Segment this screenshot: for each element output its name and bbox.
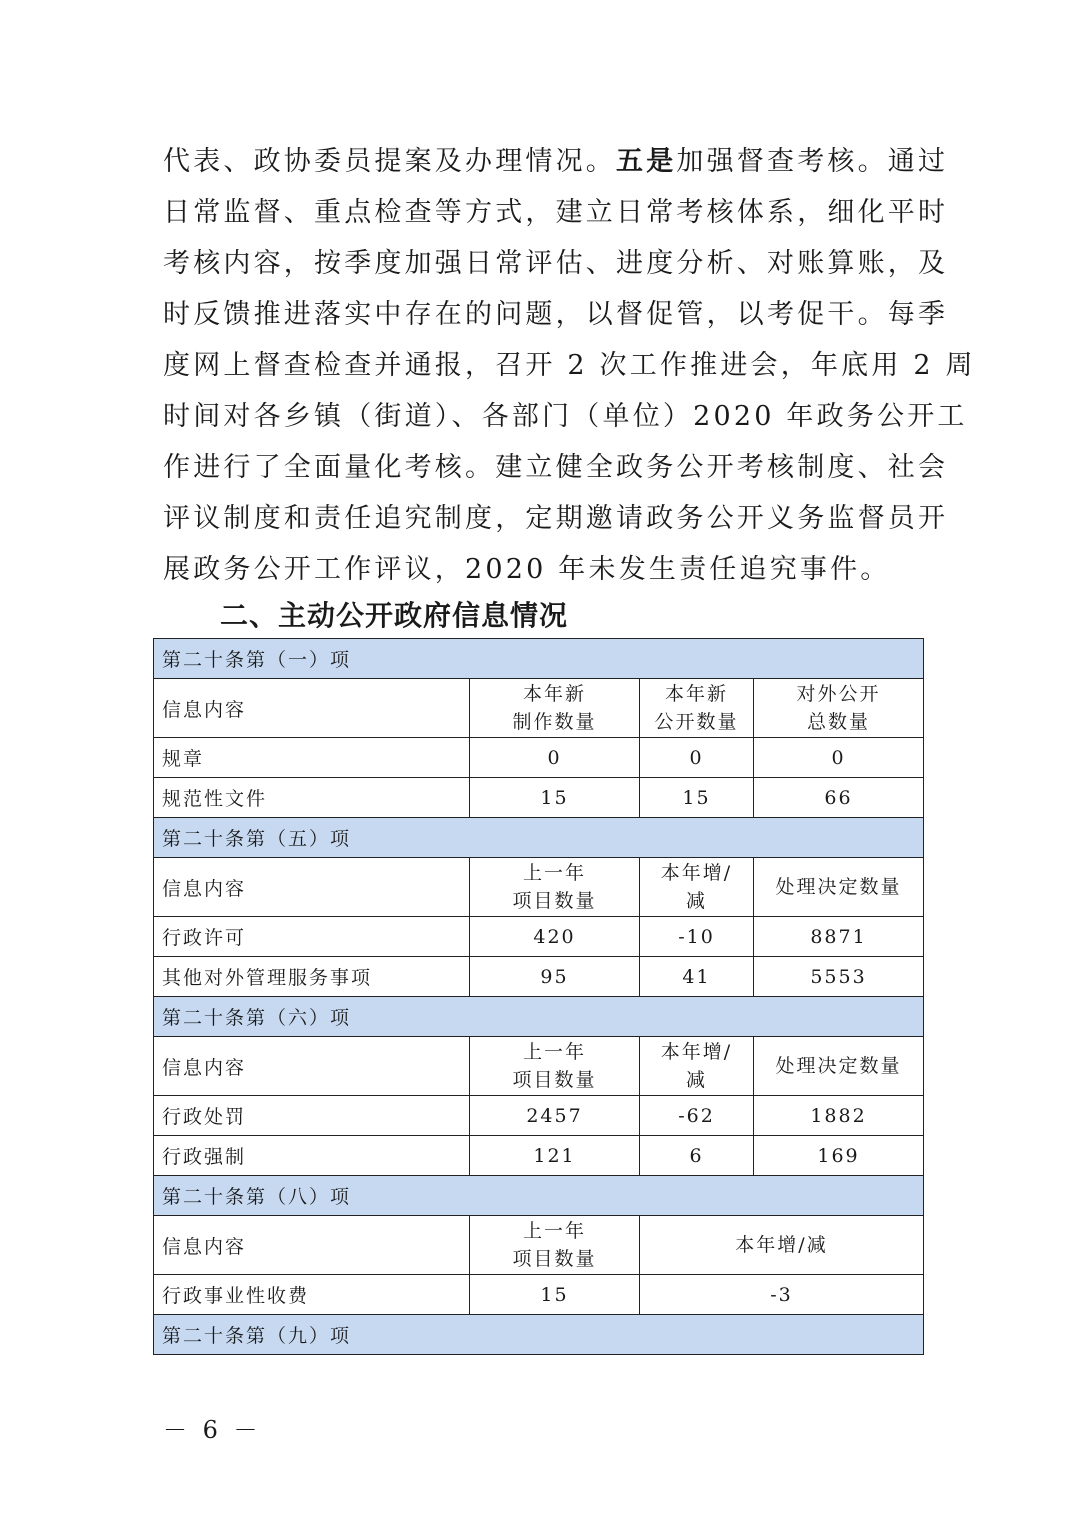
header-cell: 处理决定数量 <box>754 858 924 917</box>
section-row <box>154 1176 924 1216</box>
paragraph-line: 时间对各乡镇（街道）、各部门（单位）2020 年政务公开工 <box>163 401 968 432</box>
paragraph-line: 评议制度和责任追究制度，定期邀请政务公开义务监督员开 <box>163 503 949 534</box>
table-row <box>154 917 924 957</box>
info-table <box>153 638 924 1355</box>
cell-value: 15 <box>470 778 640 818</box>
paragraph-line: 作进行了全面量化考核。建立健全政务公开考核制度、社会 <box>163 452 949 483</box>
table-row <box>154 957 924 997</box>
row-label: 规章 <box>154 738 470 778</box>
cell-value: 1882 <box>754 1096 924 1136</box>
section-title: 第二十条第（一）项 <box>154 639 924 679</box>
header-cell: 对外公开 总数量 <box>754 679 924 738</box>
header-cell: 本年新 公开数量 <box>640 679 754 738</box>
cell-value: -62 <box>640 1096 754 1136</box>
cell-value: 169 <box>754 1136 924 1176</box>
header-cell: 信息内容 <box>154 1037 470 1096</box>
cell-value: 6 <box>640 1136 754 1176</box>
section-row <box>154 1315 924 1355</box>
cell-value: 95 <box>470 957 640 997</box>
cell-value: 0 <box>640 738 754 778</box>
paragraph-line: 时反馈推进落实中存在的问题，以督促管，以考促干。每季 <box>163 299 949 330</box>
paragraph-line: 日常监督、重点检查等方式，建立日常考核体系，细化平时 <box>163 197 949 228</box>
row-label: 行政许可 <box>154 917 470 957</box>
paragraph-line: 代表、政协委员提案及办理情况。五是加强督查考核。通过 <box>163 146 949 177</box>
table-row <box>154 738 924 778</box>
cell-value: 121 <box>470 1136 640 1176</box>
header-cell: 信息内容 <box>154 679 470 738</box>
row-label: 行政事业性收费 <box>154 1275 470 1315</box>
paragraph-line: 度网上督查检查并通报，召开 2 次工作推进会，年底用 2 周 <box>163 350 976 381</box>
body-paragraph <box>163 136 976 595</box>
header-cell: 本年增/ 减 <box>640 858 754 917</box>
header-cell: 上一年 项目数量 <box>470 858 640 917</box>
header-cell: 信息内容 <box>154 1216 470 1275</box>
section-title: 第二十条第（六）项 <box>154 997 924 1037</box>
section-row <box>154 997 924 1037</box>
header-row <box>154 858 924 917</box>
header-cell: 本年新 制作数量 <box>470 679 640 738</box>
section-row <box>154 818 924 858</box>
table-row <box>154 778 924 818</box>
section-title: 第二十条第（五）项 <box>154 818 924 858</box>
cell-value: 66 <box>754 778 924 818</box>
header-cell: 上一年 项目数量 <box>470 1216 640 1275</box>
cell-value: 420 <box>470 917 640 957</box>
row-label: 行政强制 <box>154 1136 470 1176</box>
cell-value: 41 <box>640 957 754 997</box>
paragraph-line: 考核内容，按季度加强日常评估、进度分析、对账算账，及 <box>163 248 949 279</box>
cell-value: 15 <box>470 1275 640 1315</box>
cell-value: 0 <box>470 738 640 778</box>
section-title: 第二十条第（八）项 <box>154 1176 924 1216</box>
header-row <box>154 1037 924 1096</box>
section-row <box>154 639 924 679</box>
cell-value: 5553 <box>754 957 924 997</box>
bold-phrase: 五是 <box>616 146 677 177</box>
table-row <box>154 1136 924 1176</box>
cell-value: 2457 <box>470 1096 640 1136</box>
header-cell: 处理决定数量 <box>754 1037 924 1096</box>
header-row <box>154 679 924 738</box>
page-number: － 6 － <box>163 1416 262 1444</box>
cell-value: 15 <box>640 778 754 818</box>
section-title: 第二十条第（九）项 <box>154 1315 924 1355</box>
header-cell: 本年增/ 减 <box>640 1037 754 1096</box>
table-row <box>154 1275 924 1315</box>
cell-value: 8871 <box>754 917 924 957</box>
header-cell: 信息内容 <box>154 858 470 917</box>
section-heading: 二、主动公开政府信息情况 <box>220 599 569 632</box>
header-cell: 本年增/减 <box>640 1216 924 1275</box>
paragraph-line: 展政务公开工作评议，2020 年未发生责任追究事件。 <box>163 554 891 585</box>
table-row <box>154 1096 924 1136</box>
row-label: 其他对外管理服务事项 <box>154 957 470 997</box>
header-cell: 上一年 项目数量 <box>470 1037 640 1096</box>
cell-value: 0 <box>754 738 924 778</box>
cell-value: -3 <box>640 1275 924 1315</box>
header-row <box>154 1216 924 1275</box>
row-label: 行政处罚 <box>154 1096 470 1136</box>
row-label: 规范性文件 <box>154 778 470 818</box>
cell-value: -10 <box>640 917 754 957</box>
